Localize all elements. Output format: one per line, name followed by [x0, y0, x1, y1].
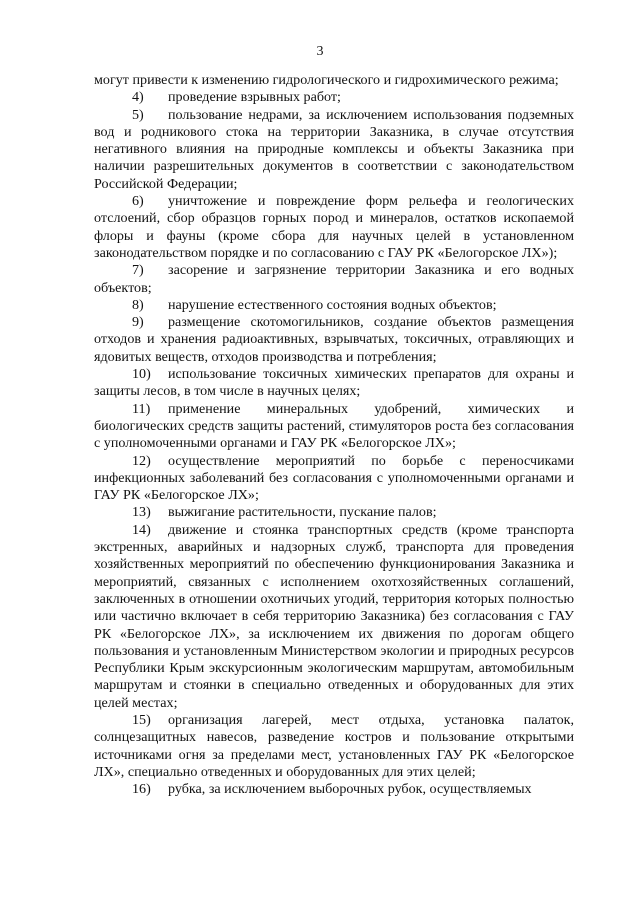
list-item	[94, 314, 574, 366]
list-item	[94, 522, 574, 712]
list-item	[94, 453, 574, 505]
list-item	[94, 193, 574, 262]
item-number: 6)	[132, 193, 144, 210]
list-item	[94, 401, 574, 453]
list-item	[94, 504, 574, 521]
item-text: нарушение естественного состояния водных объектов;	[168, 296, 497, 313]
intro-paragraph: могут привести к изменению гидрологического и гидрохимического режима;	[94, 72, 559, 88]
item-text: рубка, за исключением выборочных рубок, осуществляемых	[168, 781, 532, 798]
list-item	[94, 107, 574, 193]
item-number: 8)	[132, 296, 144, 313]
item-number: 12)	[132, 452, 151, 469]
list-item	[94, 712, 574, 781]
item-number: 10)	[132, 366, 151, 383]
item-number: 9)	[132, 314, 144, 331]
list-item	[94, 366, 574, 401]
document-body	[94, 72, 574, 798]
item-text: использование токсичных химических препаратов для охраны и защиты лесов, в том числе в научных целях;	[94, 366, 574, 400]
list-item	[94, 781, 574, 798]
item-number: 5)	[132, 106, 144, 123]
item-number: 16)	[132, 781, 151, 798]
item-text: пользование недрами, за исключением использования подземных вод и родникового стока на территории Заказника, в случае отсутствия негативного влияния на природные комплексы и объекты Заказника при наличии разрешительных документов в соответствии с законодательством Российской Федерации;	[94, 106, 574, 192]
item-number: 14)	[132, 521, 151, 538]
item-number: 13)	[132, 504, 151, 521]
item-text: осуществление мероприятий по борьбе с переносчиками инфекционных заболеваний без согласования с уполномоченными органами и ГАУ РК «Белогорское ЛХ»;	[94, 452, 574, 504]
list-item	[94, 297, 574, 314]
item-number: 7)	[132, 262, 144, 279]
item-text: применение минеральных удобрений, химических и биологических средств защиты растений, стимуляторов роста без согласования с уполномоченными органами и ГАУ РК «Белогорское ЛХ»;	[94, 400, 574, 452]
item-number: 11)	[132, 400, 151, 417]
item-number: 15)	[132, 711, 151, 728]
item-text: засорение и загрязнение территории Заказника и его водных объектов;	[94, 262, 574, 296]
list-item	[94, 89, 574, 106]
item-text: движение и стоянка транспортных средств (кроме транспорта экстренных, аварийных и надзорных служб, транспорта для проведения хозяйственных мероприятий по обеспечению функционирования Заказника и мероприятий, связанных с исполнением охотхозяйственных соглашений, заключенных в отношении охотничьих угодий, территория которых полностью или частично включает в себя территорию Заказника) без согласования с ГАУ РК «Белогорское ЛХ», за исключением их движения по дорогам общего пользования и установленным Министерством экологии и природных ресурсов Республики Крым экскурсионным экологическим маршрутам, автомобильным маршрутам и стоянки в специально отведенных и оборудованных для этих целей местах;	[94, 521, 574, 711]
item-number: 4)	[132, 89, 144, 106]
item-text: размещение скотомогильников, создание объектов размещения отходов и хранения радиоактивных, взрывчатых, токсичных, отравляющих и ядовитых веществ, отходов производства и потребления;	[94, 314, 574, 365]
page-number: 3	[316, 44, 324, 59]
item-text: организация лагерей, мест отдыха, установка палаток, солнцезащитных навесов, разведение костров и пользование открытыми источниками огня за пределами мест, установленных ГАУ РК «Белогорское ЛХ», специально отведенных и оборудованных для этих целей;	[94, 711, 574, 780]
item-text: проведение взрывных работ;	[168, 89, 341, 106]
list-item	[94, 262, 574, 297]
prohibition-list	[94, 89, 574, 798]
item-text: уничтожение и повреждение форм рельефа и геологических отслоений, сбор образцов горных пород и минералов, остатков ископаемой флоры и фауны (кроме сбора для научных целей в установленном законодательством порядке и по согласованию с ГАУ РК «Белогорское ЛХ»);	[94, 193, 574, 261]
item-text: выжигание растительности, пускание палов;	[168, 504, 437, 521]
